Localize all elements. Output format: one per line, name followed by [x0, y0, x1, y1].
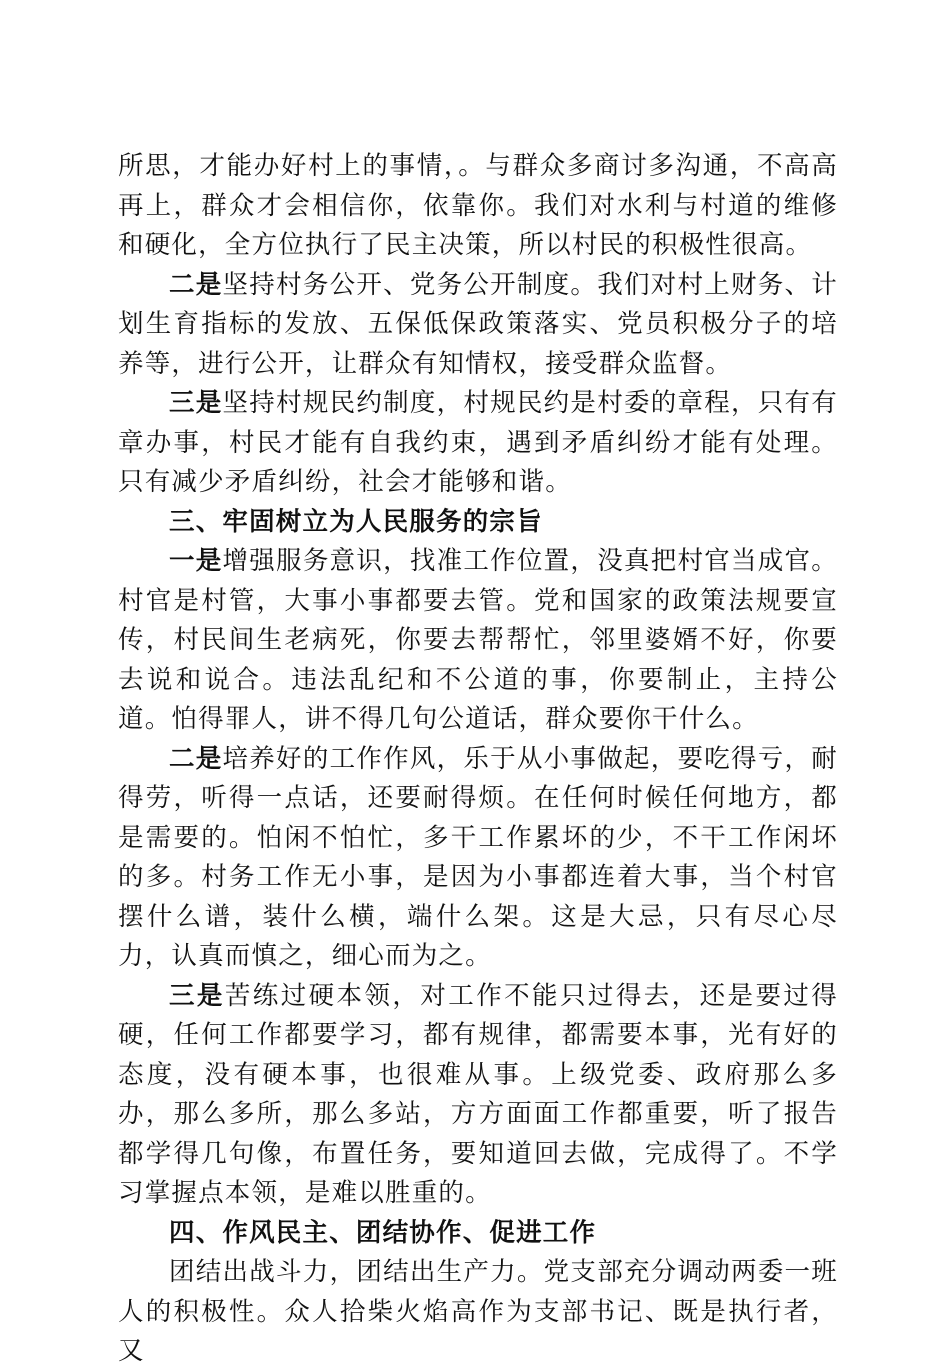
section-heading-four: 四、作风民主、团结协作、促进工作	[169, 1217, 597, 1248]
document-page	[118, 147, 838, 1372]
paragraph-text: 增强服务意识，找准工作位置，没真把村官当成官。村官是村管，大事小事都要去管。党和国家的政策法规要宣传，村民间生老病死，你要去帮帮忙，邻里婆婿不好，你要去说和说合。违法乱纪和不公道的事，你要制止，主持公道。怕得罪人，讲不得几句公道话，群众要你干什么。	[118, 546, 838, 734]
paragraph-text: 团结出战斗力，团结出生产力。党支部充分调动两委一班人的积极性。众人拾柴火焰高作为支部书记、既是执行者，又	[118, 1257, 838, 1366]
paragraph-lead: 二是	[169, 269, 223, 300]
paragraph-point-three	[118, 977, 838, 1214]
paragraph-lead: 三是	[169, 388, 223, 418]
paragraph-point-three	[118, 384, 838, 503]
paragraph-lead: 一是	[169, 546, 223, 576]
paragraph-point-one	[118, 542, 838, 740]
paragraph-text: 苦练过硬本领，对工作不能只过得去，还是要过得硬，任何工作都要学习，都有规律，都需要本事，光有好的态度，没有硬本事，也很难从事。上级党委、政府那么多办，那么多所，那么多站，方方面面工作都重要，听了报告都学得几句像，布置任务，要知道回去做，完成得了。不学习掌握点本领，是难以胜重的。	[118, 980, 838, 1208]
paragraph-continued	[118, 147, 838, 266]
paragraph-point-two	[118, 266, 838, 385]
paragraph-text: 坚持村务公开、党务公开制度。我们对村上财务、计划生育指标的发放、五保低保政策落实、党员积极分子的培养等，进行公开，让群众有知情权，接受群众监督。	[118, 269, 838, 379]
paragraph-unity	[118, 1253, 838, 1372]
paragraph-text: 培养好的工作作风，乐于从小事做起，要吃得亏，耐得劳，听得一点话，还要耐得烦。在任何时候任何地方，都是需要的。怕闲不怕忙，多干工作累坏的少，不干工作闲坏的多。村务工作无小事，是因为小事都连着大事，当个村官摆什么谱，装什么横，端什么架。这是大忌，只有尽心尽力，认真而慎之，细心而为之。	[118, 743, 838, 971]
paragraph-lead: 三是	[169, 980, 225, 1011]
section-heading-three: 三、牢固树立为人民服务的宗旨	[169, 506, 543, 537]
paragraph-point-two	[118, 740, 838, 977]
paragraph-text: 坚持村规民约制度，村规民约是村委的章程，只有有章办事，村民才能有自我约束，遇到矛盾纠纷才能有处理。只有减少矛盾纠纷，社会才能够和谐。	[118, 388, 838, 497]
paragraph-lead: 二是	[169, 743, 223, 774]
paragraph-text: 所思，才能办好村上的事情，。与群众多商讨多沟通，不高高再上，群众才会相信你，依靠你。我们对水利与村道的维修和硬化，全方位执行了民主决策，所以村民的积极性很高。	[118, 151, 838, 260]
